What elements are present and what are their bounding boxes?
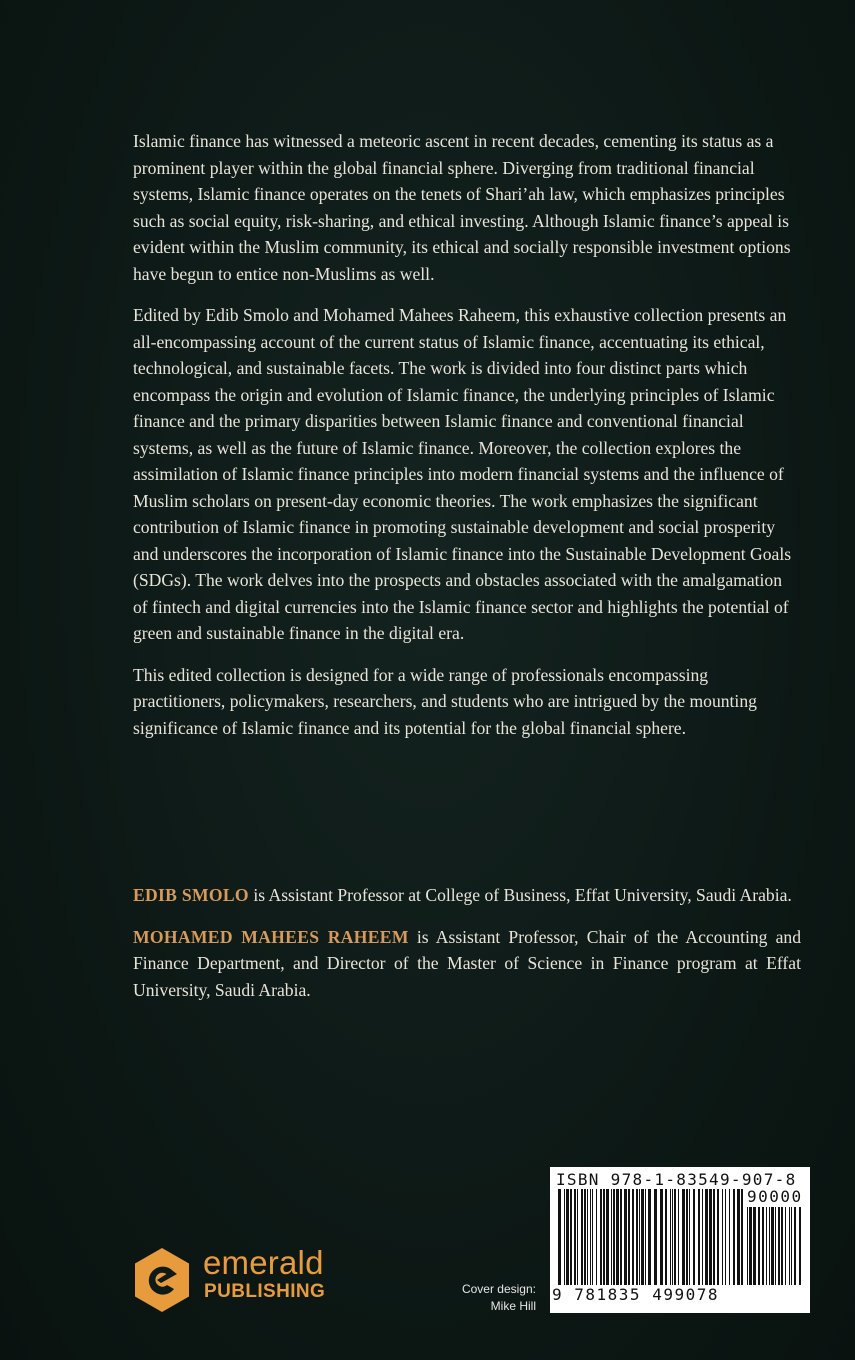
blurb-paragraph-3: This edited collection is designed for a wide range of professionals encompassing practitioners, policymakers, researchers, and students who are intrigued by the mounting significance of Islamic finance and its potential for the global financial sphere.	[133, 664, 757, 738]
barcode-bar	[592, 1189, 593, 1285]
barcode-bar	[781, 1207, 783, 1285]
barcode-bar	[682, 1189, 685, 1285]
barcode-bar	[778, 1207, 780, 1285]
barcode-bar	[584, 1189, 586, 1285]
barcode-bar	[702, 1189, 703, 1285]
barcode-bar	[733, 1189, 735, 1285]
barcode-bar	[624, 1189, 627, 1285]
barcode-bar	[581, 1189, 583, 1285]
barcode-bar	[641, 1189, 644, 1285]
barcode-bar	[709, 1189, 712, 1285]
barcode-bar	[636, 1189, 638, 1285]
barcode-bar	[737, 1189, 740, 1285]
barcode-bar	[600, 1189, 602, 1285]
barcode-bar	[693, 1189, 695, 1285]
barcode-bar	[775, 1207, 776, 1285]
cover-credit	[440, 1281, 536, 1315]
barcode-bar	[678, 1189, 679, 1285]
barcode-bar	[791, 1207, 792, 1285]
barcode-bar	[670, 1189, 671, 1285]
barcode-bar	[686, 1189, 688, 1285]
author-bios	[133, 882, 801, 1018]
addon-barcode-bars	[747, 1207, 803, 1287]
cover-credit-label: Cover design:	[461, 1282, 536, 1296]
barcode-bar	[794, 1207, 796, 1285]
barcode-bar	[660, 1189, 663, 1285]
cover-credit-designer: Mike Hill	[490, 1299, 536, 1313]
isbn-barcode	[550, 1167, 810, 1313]
blurb-paragraph-2: Edited by Edib Smolo and Mohamed Mahees Raheem, this exhaustive collection presents an all-encompassing account of the current status of Islamic finance, accentuating its ethical, technological, and sustainable facets. The work is divided into four distinct parts which encompass the origin and evolution of Islamic finance, the underlying principles of Islamic finance and the primary disparities between Islamic finance and conventional financial systems, as well as the future of Islamic finance. Moreover, the collection explores the assimilation of Islamic finance principles into modern financial systems and the influence of Muslim scholars on present-day economic theories. The work emphasizes the significant contribution of Islamic finance in promoting sustainable development and social prosperity and underscores the incorporation of Islamic finance into the Sustainable Development Goals (SDGs). The work delves into the prospects and obstacles associated with the amalgamation of fintech and digital currencies into the Islamic finance sector and highlights the potential of green and sustainable finance in the digital era.	[133, 305, 792, 643]
price-code: 90000	[747, 1187, 803, 1206]
barcode-bar	[729, 1189, 730, 1285]
barcode-bar	[705, 1189, 708, 1285]
barcode-bar	[689, 1189, 690, 1285]
barcode-bar	[654, 1189, 657, 1285]
barcode-bar	[577, 1189, 578, 1285]
publisher-subtitle: PUBLISHING	[204, 1281, 326, 1302]
barcode-bar	[799, 1207, 801, 1285]
barcode-bar	[616, 1189, 619, 1285]
barcode-bar	[613, 1189, 615, 1285]
author-bio-2	[133, 924, 801, 1004]
barcode-bar	[620, 1189, 622, 1285]
ean-barcode-bars	[558, 1189, 744, 1287]
author-bio-text-2: is Assistant Professor, Chair of the Accounting and Finance Department, and Director of the Master of Science in Finance program at Effat University, Saudi Arabia.	[133, 926, 802, 1000]
barcode-bar	[645, 1189, 646, 1285]
author-bio-text-1: is Assistant Professor at College of Business, Effat University, Saudi Arabia.	[248, 885, 792, 905]
barcode-bar	[753, 1207, 756, 1285]
author-bio-1	[133, 882, 801, 909]
publisher-logo	[133, 1245, 373, 1317]
barcode-bar	[648, 1189, 651, 1285]
barcode-bar	[632, 1189, 634, 1285]
barcode-bar	[758, 1207, 760, 1285]
author-name-2: MOHAMED MAHEES RAHEEM	[133, 926, 409, 947]
barcode-digits: 9 781835 499078	[552, 1285, 719, 1304]
barcode-bar	[566, 1189, 569, 1285]
barcode-bar	[674, 1189, 676, 1285]
barcode-bar	[771, 1207, 774, 1285]
barcode-bar	[785, 1207, 786, 1285]
barcode-bar	[747, 1207, 748, 1285]
barcode-bar	[574, 1189, 576, 1285]
barcode-bar	[639, 1189, 640, 1285]
barcode-bar	[603, 1189, 605, 1285]
barcode-bar	[587, 1189, 588, 1285]
isbn-label: ISBN 978-1-83549-907-8	[556, 1170, 797, 1189]
blurb-paragraph-1: Islamic finance has witnessed a meteoric ascent in recent decades, cementing its status as a prominent player within the global financial sphere. Diverging from traditional financial systems, Islamic finance operates on the tenets of Shari’ah law, which emphasizes principles such as social equity, risk-sharing, and ethical investing. Although Islamic finance’s appeal is evident within the Muslim community, its ethical and socially responsible investment options have begun to entice non-Muslims as well.	[133, 131, 791, 284]
publisher-name: emerald	[203, 1244, 324, 1281]
barcode-bar	[749, 1207, 752, 1285]
barcode-bar	[762, 1207, 764, 1285]
barcode-bar	[722, 1189, 723, 1285]
blurb	[133, 128, 801, 756]
barcode-bar	[789, 1207, 790, 1285]
barcode-bar	[672, 1189, 673, 1285]
barcode-bar	[698, 1189, 700, 1285]
author-name-1: EDIB SMOLO	[133, 885, 249, 905]
barcode-bar	[713, 1189, 715, 1285]
barcode-bar	[717, 1189, 719, 1285]
barcode-bar	[570, 1189, 572, 1285]
barcode-bar	[665, 1189, 667, 1285]
barcode-bar	[558, 1189, 561, 1285]
barcode-bar	[596, 1189, 597, 1285]
barcode-bar	[769, 1207, 770, 1285]
barcode-bar	[611, 1189, 612, 1285]
barcode-bar	[741, 1189, 743, 1285]
barcode-bar	[725, 1189, 726, 1285]
barcode-bar	[766, 1207, 767, 1285]
barcode-bar	[628, 1189, 630, 1285]
barcode-bar	[590, 1189, 591, 1285]
barcode-bar	[606, 1189, 609, 1285]
emerald-hexagon-icon	[133, 1247, 191, 1313]
barcode-bar	[564, 1189, 565, 1285]
